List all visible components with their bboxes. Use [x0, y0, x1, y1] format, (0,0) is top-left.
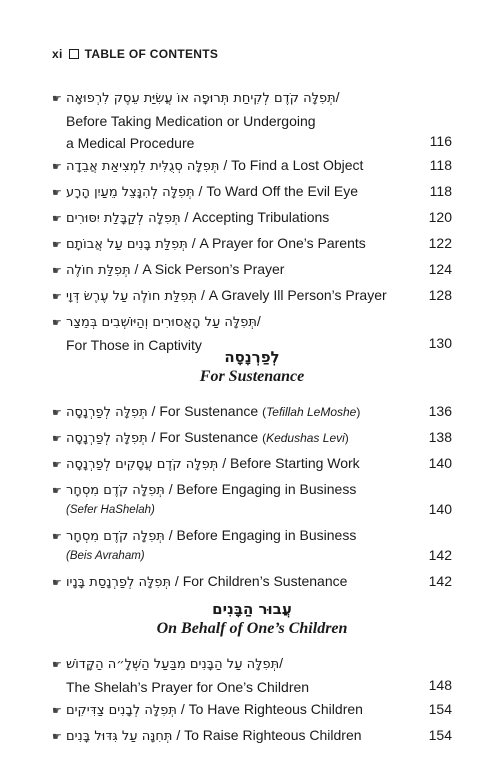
section-english-title: On Behalf of One’s Children: [156, 620, 348, 637]
hebrew-title: תְּפִלָּה עַל הַבָּנִים מִבַּעַל הַשְּׁלָ״ה הַקָּדוֹשׁ: [66, 657, 280, 672]
hebrew-title: תְּפִלָּה קֹדֶם מִסְחָר: [66, 529, 165, 544]
page-number: 148: [428, 677, 452, 693]
arrow-bullet-icon: ☛: [52, 160, 62, 173]
arrow-bullet-icon: ☛: [52, 704, 62, 717]
page-number: 136: [428, 403, 452, 419]
page-number: 154: [428, 701, 452, 717]
source-name: Tefillah LeMoshe: [266, 405, 357, 419]
page-number: 140: [428, 501, 452, 517]
english-title: For Sustenance: [159, 403, 259, 419]
page-number: 154: [428, 727, 452, 743]
toc-group-3: [52, 652, 452, 748]
page-number: 130: [428, 335, 452, 351]
arrow-bullet-icon: ☛: [52, 484, 62, 497]
hebrew-title: תְּפִלַּת חוֹלֶה: [66, 263, 131, 278]
arrow-bullet-icon: ☛: [52, 406, 62, 419]
running-head-title: TABLE OF CONTENTS: [84, 47, 219, 61]
hebrew-title: תְּפִלַּת חוֹלֶה עַל עֶרֶשׂ דְּוָי: [66, 289, 198, 304]
english-title: Before Starting Work: [230, 455, 360, 471]
toc-entry[interactable]: ☛ תְּפִלָּה לְקַבָּלַת יִסּוּרִים / Accepting Tribulations 120: [52, 206, 452, 230]
english-title: Accepting Tribulations: [192, 209, 330, 225]
section-heading-children: [52, 600, 452, 638]
english-title: To Ward Off the Evil Eye: [206, 183, 359, 199]
toc-entry[interactable]: ☛ תְּפִלָּה לְהִנָּצֵל מֵעַיִן הָרָע / To Ward Off the Evil Eye 118: [52, 180, 452, 204]
arrow-bullet-icon: ☛: [52, 212, 62, 225]
page-number: 138: [428, 429, 452, 445]
toc-entry[interactable]: ☛ תְּפִלָּה קֹדֶם מִסְחָר / Before Engaging in Business (Beis Avraham) 142: [52, 524, 452, 564]
page-number: 142: [428, 547, 452, 563]
toc-entry[interactable]: ☛ תְּפִלָּה קֹדֶם לְקִיחַת תְּרוּפָה אוֹ עֲשִׂיַּת עֵסֶק לִרְפוּאָה / Before Taking Medication or Undergoing a Medical Procedure 116: [52, 86, 452, 152]
arrow-bullet-icon: ☛: [52, 316, 62, 329]
english-title: Before Engaging in Business: [176, 527, 357, 543]
arrow-bullet-icon: ☛: [52, 576, 62, 589]
source-name: Beis Avraham: [69, 550, 141, 562]
arrow-bullet-icon: ☛: [52, 658, 62, 671]
hebrew-title: תְּפִלָּה לְפַרְנָסַת בָּנָיו: [66, 575, 172, 590]
hebrew-title: תְּפִלָּה עַל הָאֲסוּרִים וְהַיּוֹשְׁבִים בְּמֵצַר: [66, 315, 257, 330]
english-title: The Shelah’s Prayer for One’s Children: [66, 679, 310, 695]
toc-entry[interactable]: ☛ תְּפִלָּה לְפַרְנָסַת בָּנָיו / For Children’s Sustenance 142: [52, 570, 452, 594]
hebrew-title: תְּפִלָּה קֹדֶם לְקִיחַת תְּרוּפָה אוֹ עֲשִׂיַּת עֵסֶק לִרְפוּאָה: [66, 91, 336, 106]
hebrew-title: תְּפִלַּת בָּנִים עַל אֲבוֹתָם: [66, 237, 188, 252]
english-title: A Prayer for One’s Parents: [199, 235, 366, 251]
page-number: 116: [429, 133, 452, 149]
toc-group-2: [52, 400, 452, 594]
page-number: 128: [428, 287, 452, 303]
arrow-bullet-icon: ☛: [52, 290, 62, 303]
arrow-bullet-icon: ☛: [52, 458, 62, 471]
toc-entry[interactable]: ☛ תְּפִלָּה עַל הָאֲסוּרִים וְהַיּוֹשְׁבִים בְּמֵצַר / For Those in Captivity 130: [52, 310, 452, 354]
toc-entry[interactable]: ☛ תְּפִלָּה קֹדֶם עֲסָקִים לְפַרְנָסָה / Before Starting Work 140: [52, 452, 452, 476]
hebrew-title: תְּפִלָּה סְגֻלִּית לִמְצִיאַת אֲבֵדָה: [66, 159, 220, 174]
page-number: 124: [428, 261, 452, 277]
page-number: 120: [428, 209, 452, 225]
toc-entry[interactable]: ☛ תְּפִלָּה לְפַרְנָסָה / For Sustenance (Kedushas Levi) 138: [52, 426, 452, 450]
hebrew-title: תְּפִלָּה לְפַרְנָסָה: [66, 405, 148, 420]
english-title: To Have Righteous Children: [188, 701, 363, 717]
english-title: Before Engaging in Business: [176, 481, 357, 497]
toc-entry[interactable]: ☛ תְּפִלָּה קֹדֶם מִסְחָר / Before Engaging in Business (Sefer HaShelah) 140: [52, 478, 452, 518]
arrow-bullet-icon: ☛: [52, 730, 62, 743]
page-number: 118: [429, 157, 452, 173]
arrow-bullet-icon: ☛: [52, 238, 62, 251]
toc-group-1: [52, 86, 452, 354]
english-title: A Gravely Ill Person’s Prayer: [208, 287, 387, 303]
section-heading-sustenance: [52, 348, 452, 386]
toc-entry[interactable]: ☛ תְּפִלָּה לְבָנִים צַדִּיקִים / To Have Righteous Children 154: [52, 698, 452, 722]
section-hebrew-title: לְפַרְנָסָה: [224, 348, 280, 366]
hebrew-title: תְּפִלָּה לְבָנִים צַדִּיקִים: [66, 703, 177, 718]
toc-entry[interactable]: ☛ תְּפִלָּה לְפַרְנָסָה / For Sustenance (Tefillah LeMoshe) 136: [52, 400, 452, 424]
arrow-bullet-icon: ☛: [52, 264, 62, 277]
toc-entry[interactable]: ☛ תְּפִלַּת בָּנִים עַל אֲבוֹתָם / A Prayer for One’s Parents 122: [52, 232, 452, 256]
toc-entry[interactable]: ☛ תְּפִלָּה עַל הַבָּנִים מִבַּעַל הַשְּׁלָ״ה הַקָּדוֹשׁ / The Shelah’s Prayer for One’s Children 148: [52, 652, 452, 696]
arrow-bullet-icon: ☛: [52, 92, 62, 105]
english-title: To Find a Lost Object: [231, 157, 364, 173]
hebrew-title: תְּפִלָּה לְהִנָּצֵל מֵעַיִן הָרָע: [66, 185, 195, 200]
page-number: 140: [428, 455, 452, 471]
english-title: For Those in Captivity: [66, 337, 202, 353]
toc-entry[interactable]: ☛ תְּפִלָּה סְגֻלִּית לִמְצִיאַת אֲבֵדָה / To Find a Lost Object 118: [52, 154, 452, 178]
hebrew-title: תְּפִלָּה לְקַבָּלַת יִסּוּרִים: [66, 211, 181, 226]
page-number: 142: [428, 573, 452, 589]
english-title: For Sustenance: [159, 429, 259, 445]
english-title: For Children’s Sustenance: [182, 573, 348, 589]
arrow-bullet-icon: ☛: [52, 530, 62, 543]
english-title: A Sick Person’s Prayer: [142, 261, 285, 277]
english-title: a Medical Procedure: [66, 135, 195, 151]
page-number: 122: [428, 235, 452, 251]
section-hebrew-title: עֲבוּר הַבָּנִים: [212, 600, 292, 618]
toc-entry[interactable]: ☛ תְּפִלַּת חוֹלֶה / A Sick Person’s Prayer 124: [52, 258, 452, 282]
running-head: [52, 47, 218, 61]
source-name: Kedushas Levi: [266, 431, 345, 445]
page-roman-number: xi: [52, 47, 63, 61]
arrow-bullet-icon: ☛: [52, 432, 62, 445]
english-title: To Raise Righteous Children: [184, 727, 362, 743]
toc-entry[interactable]: ☛ תְּפִלַּת חוֹלֶה עַל עֶרֶשׂ דְּוָי / A Gravely Ill Person’s Prayer 128: [52, 284, 452, 308]
hebrew-title: תְּפִלָּה קֹדֶם מִסְחָר: [66, 483, 165, 498]
square-separator-icon: [69, 49, 79, 59]
section-english-title: For Sustenance: [199, 368, 305, 385]
hebrew-title: תְּפִלָּה קֹדֶם עֲסָקִים לְפַרְנָסָה: [66, 457, 219, 472]
arrow-bullet-icon: ☛: [52, 186, 62, 199]
toc-entry[interactable]: ☛ תְּחִנָּה עַל גִּדּוּל בָּנִים / To Raise Righteous Children 154: [52, 724, 452, 748]
english-title: Before Taking Medication or Undergoing: [66, 113, 316, 129]
source-name: Sefer HaShelah: [69, 504, 152, 516]
hebrew-title: תְּפִלָּה לְפַרְנָסָה: [66, 431, 148, 446]
page-number: 118: [429, 183, 452, 199]
hebrew-title: תְּחִנָּה עַל גִּדּוּל בָּנִים: [66, 729, 173, 744]
